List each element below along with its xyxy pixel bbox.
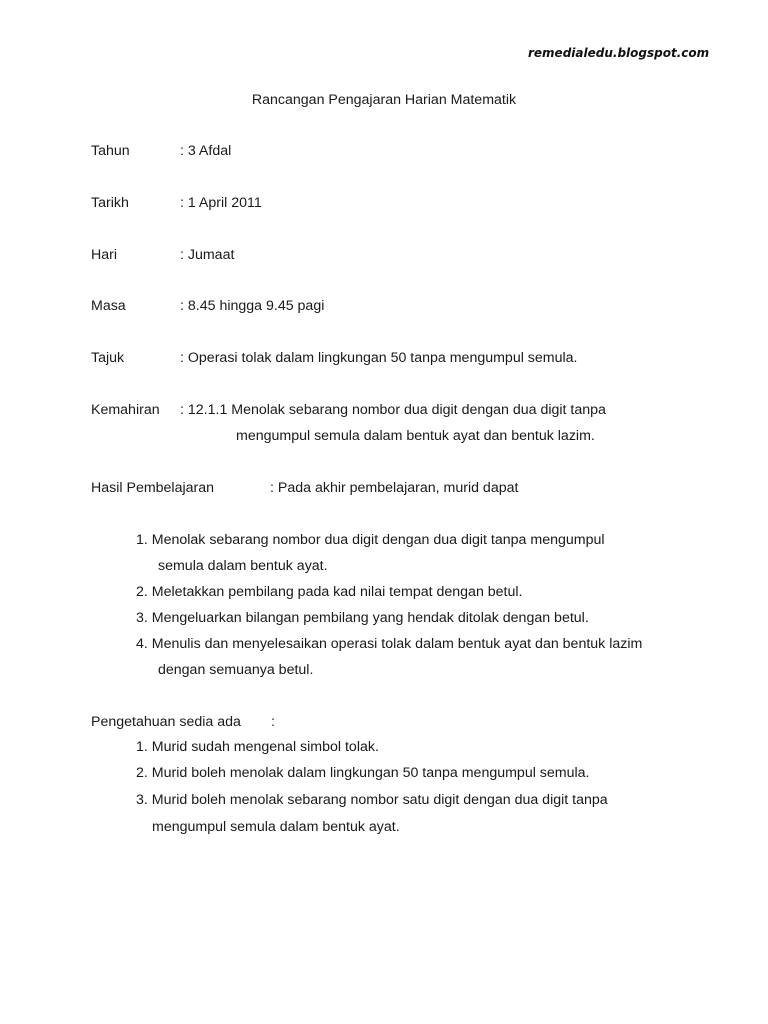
pengetahuan-item-2: 2. Murid boleh menolak dalam lingkungan 50 tanpa mengumpul semula. bbox=[136, 765, 590, 781]
field-tahun-value: : 3 Afdal bbox=[180, 143, 232, 159]
field-kemahiran-value: : 12.1.1 Menolak sebarang nombor dua digit dengan dua digit tanpa bbox=[180, 402, 606, 418]
field-kemahiran-label: Kemahiran bbox=[91, 402, 160, 418]
field-kemahiran-continuation: mengumpul semula dalam bentuk ayat dan bentuk lazim. bbox=[236, 428, 595, 444]
field-tajuk-value: : Operasi tolak dalam lingkungan 50 tanpa mengumpul semula. bbox=[180, 350, 578, 366]
hasil-label: Hasil Pembelajaran bbox=[91, 480, 215, 496]
pengetahuan-label: Pengetahuan sedia ada bbox=[91, 714, 241, 730]
hasil-item-4: 4. Menulis dan menyelesaikan operasi tolak dalam bentuk ayat dan bentuk lazim bbox=[136, 636, 643, 652]
field-tarikh-value: : 1 April 2011 bbox=[180, 195, 262, 211]
field-tahun-label: Tahun bbox=[91, 143, 130, 159]
field-hari-label: Hari bbox=[91, 247, 118, 263]
pengetahuan-item-3-cont: mengumpul semula dalam bentuk ayat. bbox=[152, 819, 400, 835]
hasil-item-3: 3. Mengeluarkan bilangan pembilang yang hendak ditolak dengan betul. bbox=[136, 610, 589, 626]
field-masa-label: Masa bbox=[91, 298, 126, 314]
hasil-item-2: 2. Meletakkan pembilang pada kad nilai tempat dengan betul. bbox=[136, 584, 523, 600]
header-site-url: remedialedu.blogspot.com bbox=[528, 46, 710, 60]
pengetahuan-colon: : bbox=[271, 714, 275, 730]
field-tarikh-label: Tarikh bbox=[91, 195, 129, 211]
pengetahuan-item-1: 1. Murid sudah mengenal simbol tolak. bbox=[136, 739, 379, 755]
hasil-item-1-cont: semula dalam bentuk ayat. bbox=[158, 558, 328, 574]
pengetahuan-item-3: 3. Murid boleh menolak sebarang nombor satu digit dengan dua digit tanpa bbox=[136, 792, 608, 808]
field-tajuk-label: Tajuk bbox=[91, 350, 125, 366]
field-masa-value: : 8.45 hingga 9.45 pagi bbox=[180, 298, 325, 314]
hasil-item-1: 1. Menolak sebarang nombor dua digit dengan dua digit tanpa mengumpul bbox=[136, 532, 605, 548]
page-title: Rancangan Pengajaran Harian Matematik bbox=[251, 92, 517, 108]
hasil-value: : Pada akhir pembelajaran, murid dapat bbox=[270, 480, 519, 496]
field-hari-value: : Jumaat bbox=[180, 247, 235, 263]
hasil-item-4-cont: dengan semuanya betul. bbox=[158, 662, 314, 678]
